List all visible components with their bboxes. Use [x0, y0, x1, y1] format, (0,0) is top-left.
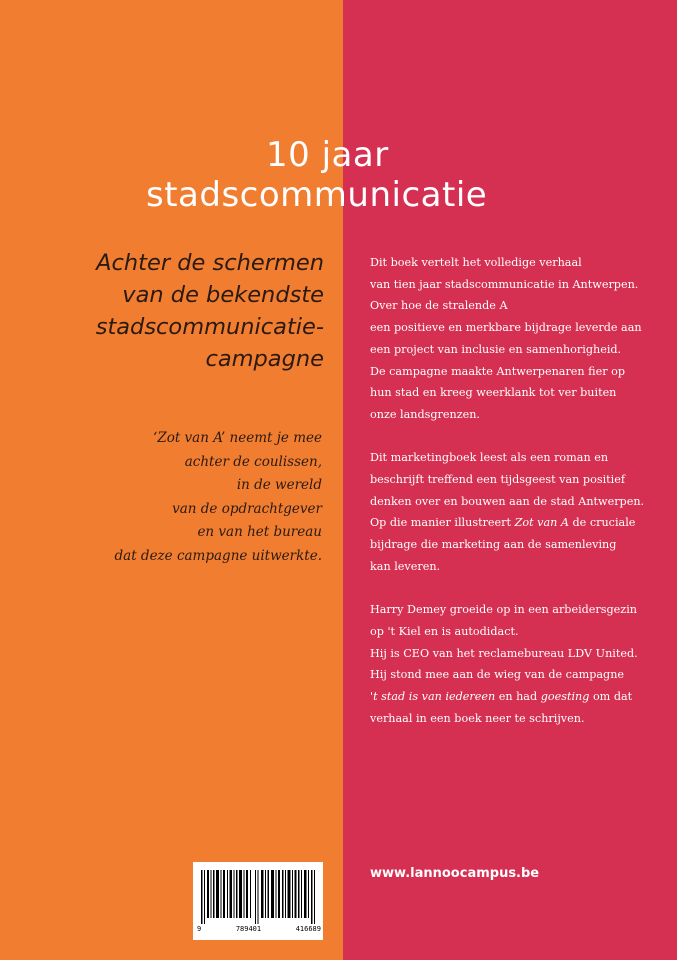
quote-line: van de opdrachtgever [172, 500, 322, 517]
barcode [193, 862, 323, 940]
text-line: een project van inclusie en samenhorigheid. [370, 342, 622, 356]
text-line: Hij stond mee aan de wieg van de campagne [370, 668, 625, 682]
title-line-1: 10 jaar [266, 135, 389, 175]
text-line: Over hoe de stralende A [370, 299, 508, 313]
text-line: denken over en bouwen aan de stad Antwerpen. [370, 494, 645, 508]
barcode-digits [197, 925, 321, 933]
barcode-digits-right: 416689 [295, 925, 321, 933]
text-line: Harry Demey groeide op in een arbeidersgezin [370, 603, 637, 617]
subtitle-line: van de bekendste [122, 282, 324, 308]
publisher-website[interactable]: www.lannoocampus.be [370, 866, 540, 881]
text-line: een positieve en merkbare bijdrage leverde aan [370, 321, 642, 335]
text-line [370, 686, 670, 708]
text-run: de cruciale [568, 516, 636, 530]
book-title-italic: Zot van A [514, 516, 569, 530]
text-line: beschrijft treffend een tijdsgeest van positief [370, 473, 625, 487]
quote-line: en van het bureau [197, 524, 322, 540]
subtitle-line: stadscommunicatie- [95, 314, 324, 340]
paragraph-author [370, 599, 670, 729]
text-line: van tien jaar stadscommunicatie in Antwerpen. [370, 277, 639, 291]
paragraph-marketing [370, 447, 670, 577]
campaign-name-italic: 't stad is van iedereen [370, 690, 496, 704]
text-line: kan leveren. [370, 559, 441, 573]
barcode-bars [199, 870, 317, 924]
text-line: Hij is CEO van het reclamebureau LDV United. [370, 646, 638, 660]
text-run: Op die manier illustreert [370, 516, 515, 530]
text-line: Dit boek vertelt het volledige verhaal [370, 256, 582, 269]
text-line: bijdrage die marketing aan de samenleving [370, 538, 617, 552]
text-line: op 't Kiel en is autodidact. [370, 624, 519, 638]
quote-line: achter de coulissen, [184, 453, 322, 470]
quote-line: dat deze campagne uitwerkte. [114, 547, 322, 564]
quote-line: in de wereld [236, 477, 322, 493]
back-cover-text [370, 252, 670, 751]
subtitle-line: Achter de schermen [96, 250, 324, 276]
text-line: verhaal in een boek neer te schrijven. [370, 711, 585, 725]
barcode-digits-left: 789401 [235, 925, 262, 933]
text-line [370, 512, 670, 534]
title-line-2: stadscommunicatie [146, 175, 488, 215]
subtitle [4, 247, 324, 375]
quote-line: ‘Zot van A’ neemt je mee [153, 430, 322, 446]
text-run: om dat [589, 690, 633, 704]
text-line: hun stad en kreeg weerklank tot ver buiten [370, 386, 617, 400]
paragraph-intro [370, 252, 670, 426]
subtitle-line: campagne [205, 346, 324, 372]
text-line: onze landsgrenzen. [370, 407, 480, 421]
italic-word: goesting [540, 690, 590, 704]
text-run: en had [495, 690, 541, 704]
quote-block [22, 427, 322, 568]
text-line: De campagne maakte Antwerpenaren fier op [370, 364, 626, 378]
barcode-digit-prefix: 9 [197, 925, 202, 933]
text-line: Dit marketingboek leest als een roman en [370, 451, 609, 465]
